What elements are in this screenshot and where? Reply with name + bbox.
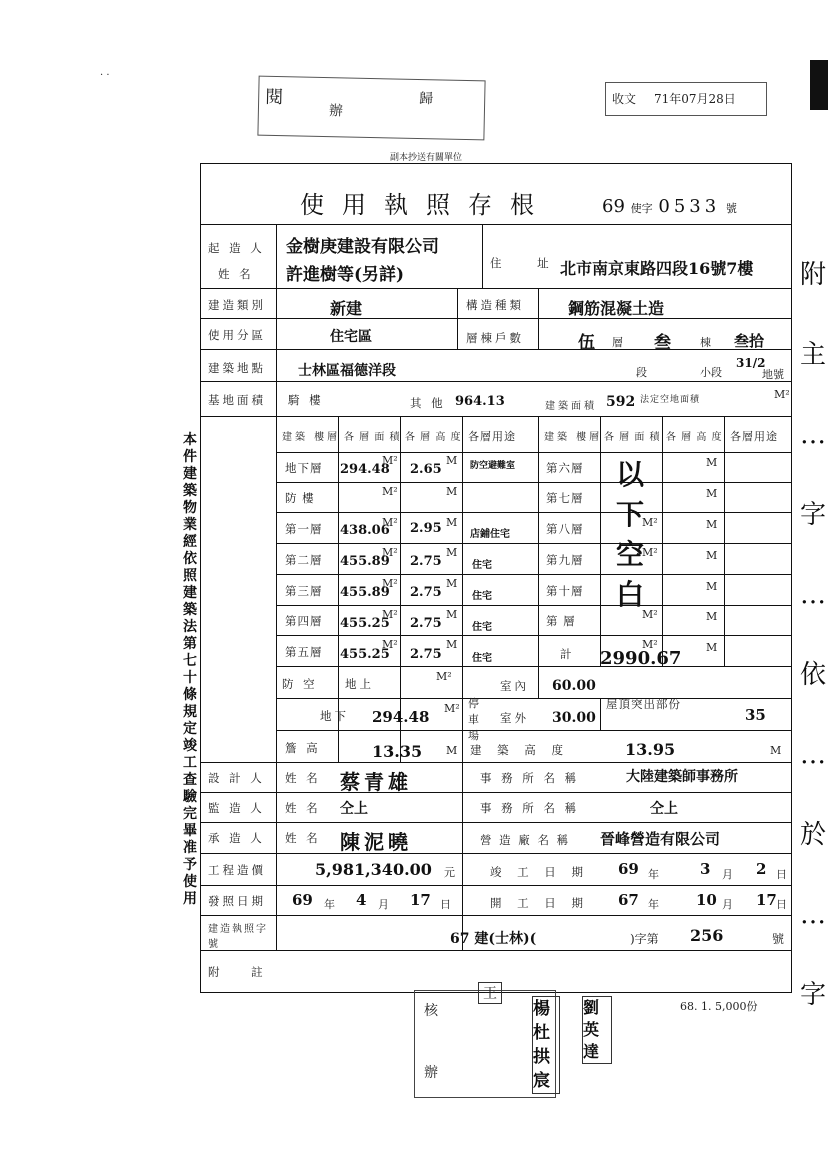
unit-month: 月 <box>722 898 733 911</box>
section-label: 段 <box>636 366 647 379</box>
row-line <box>200 381 792 382</box>
unit-m2: M² <box>436 670 452 683</box>
label-outdoor: 室外 <box>500 711 529 725</box>
row-line <box>276 666 792 667</box>
col-line <box>538 288 539 349</box>
eave-height: 13.35 <box>372 742 423 761</box>
unit-m2: M² <box>382 608 398 621</box>
bottom-stamp-block <box>414 986 636 1096</box>
legal-open-value: 592 <box>606 394 636 410</box>
label-permit-no: 建造執照字號 <box>208 924 268 950</box>
floor-name: 第四層 <box>285 614 323 628</box>
stamp-char: 閱 <box>264 86 284 109</box>
label-legal-open: 法定空地面積 <box>640 395 701 405</box>
label-parking: 停車場 <box>468 697 479 742</box>
floor-use: 店鋪住宅 <box>470 529 510 540</box>
start-year: 67 <box>618 891 639 909</box>
unit-m: M <box>446 516 458 529</box>
label-shelter: 防 空 <box>282 677 318 691</box>
stamp-right-name: 劉英達 <box>583 998 600 1061</box>
label-balcony: 騎 樓 <box>288 393 324 407</box>
row-line <box>276 635 792 636</box>
floor-height: 2.75 <box>410 585 442 600</box>
shelter-below-area: 294.48 <box>372 708 430 726</box>
unit-m: M <box>446 485 458 498</box>
header-area-r: 各 層 面 積 <box>604 432 661 443</box>
site-location: 士林區福德洋段 <box>298 363 396 379</box>
floor-use: 住宅 <box>472 591 492 602</box>
row-line <box>200 288 792 289</box>
label-remarks: 附 註 <box>208 965 277 979</box>
permit-number: 256 <box>690 926 724 945</box>
floor-name: 第二層 <box>285 553 323 567</box>
unit-m: M <box>706 580 718 593</box>
doc-number-block <box>602 196 737 217</box>
builder-address: 北市南京東路四段16號7樓 <box>560 259 754 278</box>
stamp-column <box>532 996 560 1094</box>
lot-label: 地號 <box>762 368 784 381</box>
unit-day: 日 <box>440 898 451 911</box>
number-suffix: 號 <box>725 202 737 215</box>
parking-outdoor: 30.00 <box>552 710 596 726</box>
col-line <box>462 416 463 762</box>
floor-name-right: 第九層 <box>546 553 584 567</box>
header-use-r: 各層用途 <box>730 430 778 443</box>
label-cost: 工程造價 <box>208 863 266 877</box>
left-margin-text: 本件建築物業經依照建築法第七十條規定竣工查驗完畢准予使用 <box>183 432 197 907</box>
right-edge-mark <box>810 60 828 110</box>
unit-m: M <box>706 518 718 531</box>
building-unit: 棟 <box>700 336 711 349</box>
label-contractor: 承 造 人 <box>208 831 265 845</box>
floor-name: 地下層 <box>285 461 323 475</box>
unit-m: M <box>446 577 458 590</box>
row-line <box>276 574 792 575</box>
col-line <box>276 224 277 950</box>
issue-day: 17 <box>410 891 431 909</box>
row-line <box>200 915 792 916</box>
supervisor-name: 仝上 <box>340 801 368 817</box>
floor-area: 455.89 <box>340 554 390 569</box>
unit-day: 日 <box>776 868 787 881</box>
floor-name: 第三層 <box>285 584 323 598</box>
start-month: 10 <box>696 891 717 909</box>
label-factory-name: 營 造 廠 名 稱 <box>480 833 571 847</box>
roof-value: 35 <box>745 706 766 724</box>
issue-year: 69 <box>292 891 313 909</box>
unit-m2: M² <box>642 638 658 651</box>
stamp-column-text: 楊杜拱宸 <box>533 999 550 1091</box>
label-address: 住 址 <box>490 256 565 270</box>
label-below: 地下 <box>320 709 349 723</box>
floor-height: 2.65 <box>410 462 442 477</box>
unit-year: 年 <box>324 898 335 911</box>
row-line <box>200 416 792 417</box>
floor-height: 2.95 <box>410 521 442 536</box>
header-floor-r: 建築 樓層 <box>544 432 603 443</box>
label-build-area: 建築面積 <box>545 401 597 412</box>
below-blank-marker: 以下空白 <box>615 458 644 611</box>
stamp-right <box>582 996 612 1064</box>
floor-unit: 層 <box>612 336 623 349</box>
label-indoor: 室內 <box>500 679 529 693</box>
stamp-char: 核 <box>424 1003 438 1019</box>
builder-name: 金樹庚建設有限公司 <box>286 237 439 257</box>
unit-count: 叁拾 <box>734 332 765 350</box>
structure-type: 鋼筋混凝土造 <box>568 299 665 318</box>
label-area: 基地面積 <box>208 393 266 407</box>
floor-area: 455.89 <box>340 585 390 600</box>
unit-m: M <box>446 744 458 757</box>
total-area: 2990.67 <box>600 648 682 669</box>
col-line <box>724 416 725 666</box>
stamp-char: 歸 <box>419 90 434 108</box>
unit-month: 月 <box>378 898 389 911</box>
floor-height: 2.75 <box>410 554 442 569</box>
label-total: 計 <box>560 647 575 661</box>
floor-area: 438.06 <box>340 523 390 538</box>
permit-prefix: 67 建(士林)( <box>450 931 537 947</box>
floor-area: 455.25 <box>340 647 390 662</box>
builder-representative: 許進樹等(另詳) <box>286 265 405 285</box>
stamp-char: 辦 <box>424 1065 438 1081</box>
col-line <box>600 416 601 666</box>
completion-month: 3 <box>700 860 711 878</box>
label-issue-date: 發照日期 <box>208 894 266 908</box>
unit-m: M <box>706 456 718 469</box>
building-count: 叁 <box>654 333 671 353</box>
designer-name: 蔡青雄 <box>340 770 412 794</box>
unit-m2: M² <box>382 577 398 590</box>
header-height: 各 層 高 度 <box>405 432 462 443</box>
floor-name-right: 第八層 <box>546 522 584 536</box>
label-person-name: 姓 名 <box>285 831 321 845</box>
label-eave-height: 簷 高 <box>285 741 321 755</box>
row-line <box>200 792 792 793</box>
unit-month: 月 <box>722 868 733 881</box>
completion-day: 2 <box>756 860 767 878</box>
issue-month: 4 <box>356 891 367 909</box>
row-line <box>200 885 792 886</box>
unit-m2: M² <box>382 546 398 559</box>
row-line <box>276 482 792 483</box>
label-site: 建築地點 <box>208 361 266 375</box>
right-margin-text: 附 主 … 字 … 依 … 於 … 字 <box>800 260 827 1010</box>
stamp-char: 辦 <box>328 103 344 120</box>
floor-height: 2.75 <box>410 647 442 662</box>
build-area-value: 964.13 <box>455 394 505 409</box>
col-line <box>662 416 663 666</box>
floor-name: 第五層 <box>285 645 323 659</box>
row-line <box>276 543 792 544</box>
subsection-label: 小段 <box>700 366 722 379</box>
use-zone: 住宅區 <box>330 329 372 345</box>
label-designer: 設 計 人 <box>208 771 265 785</box>
col-line <box>600 698 601 730</box>
doc-number: 0533 <box>658 196 721 217</box>
completion-year: 69 <box>618 860 639 878</box>
unit-yuan: 元 <box>444 866 455 879</box>
label-structure: 構造種類 <box>466 298 524 312</box>
unit-m: M <box>770 744 782 757</box>
unit-year: 年 <box>648 868 659 881</box>
top-note: 副本抄送有關單位 <box>390 153 463 163</box>
row-line <box>276 512 792 513</box>
number-char: 使字 <box>630 202 653 215</box>
unit-m2: M² <box>642 516 658 529</box>
build-category: 新建 <box>330 299 363 318</box>
floor-name: 第一層 <box>285 522 323 536</box>
start-day: 17 <box>756 891 777 909</box>
top-right-stamp <box>605 82 767 116</box>
row-line <box>276 698 792 699</box>
title-rule <box>200 224 792 225</box>
label-builder: 起 造 人 <box>208 241 265 255</box>
unit-m: M <box>706 610 718 623</box>
cost-value: 5,981,340.00 <box>315 860 432 879</box>
unit-m2: M² <box>774 388 790 401</box>
unit-m: M <box>706 487 718 500</box>
label-building-height: 建 築 高 度 <box>470 743 569 757</box>
row-line <box>276 605 792 606</box>
contractor-name: 陳泥曉 <box>340 830 412 854</box>
unit-m2: M² <box>382 485 398 498</box>
unit-m2: M² <box>382 516 398 529</box>
col-line <box>482 224 483 288</box>
unit-m2: M² <box>382 638 398 651</box>
floor-name-right: 第 層 <box>546 614 576 628</box>
floor-use: 住宅 <box>472 653 492 664</box>
floor-area: 294.48 <box>340 462 390 477</box>
label-person-name: 姓 名 <box>285 801 321 815</box>
contractor-factory: 晉峰營造有限公司 <box>600 830 721 848</box>
label-other: 其 他 <box>410 396 446 410</box>
label-above: 地上 <box>345 677 374 691</box>
unit-m2: M² <box>642 608 658 621</box>
floor-height: 2.75 <box>410 616 442 631</box>
unit-m: M <box>446 546 458 559</box>
top-left-stamp <box>257 76 485 141</box>
label-floors-units: 層棟戶數 <box>466 331 524 345</box>
unit-m: M <box>446 454 458 467</box>
label-name: 姓 名 <box>218 267 254 281</box>
lot-number: 31/2 <box>736 356 766 370</box>
label-completion: 竣 工 日 期 <box>490 865 589 879</box>
header-area: 各 層 面 積 <box>344 432 401 443</box>
parking-indoor: 60.00 <box>552 678 596 694</box>
unit-year: 年 <box>648 898 659 911</box>
floor-use: 住宅 <box>472 560 492 571</box>
stamp-box: 王 <box>478 982 502 1004</box>
supervisor-office: 仝上 <box>650 801 678 817</box>
row-line <box>200 762 792 763</box>
building-height: 13.95 <box>625 740 676 759</box>
unit-m2: M² <box>642 546 658 559</box>
unit-m: M <box>446 638 458 651</box>
form-title: 使用執照存根 <box>300 191 552 219</box>
row-line <box>200 318 792 319</box>
floor-name: 防 樓 <box>285 491 315 505</box>
unit-day: 日 <box>776 898 787 911</box>
unit-m: M <box>706 549 718 562</box>
left-edge-dots: · · <box>100 70 110 81</box>
stamp-date: 71年07月28日 <box>654 92 736 106</box>
row-line <box>276 730 792 731</box>
label-start: 開 工 日 期 <box>490 896 589 910</box>
col-line <box>457 288 458 349</box>
unit-m: M <box>706 641 718 654</box>
designer-office: 大陸建築師事務所 <box>626 769 738 785</box>
floor-use: 住宅 <box>472 622 492 633</box>
row-line <box>276 452 792 453</box>
floor-name-right: 第七層 <box>546 491 584 505</box>
label-roof: 屋頂突出部份 <box>606 697 681 711</box>
label-office-name: 事 務 所 名 稱 <box>480 801 580 815</box>
label-office-name: 事 務 所 名 稱 <box>480 771 580 785</box>
unit-m2: M² <box>444 702 460 715</box>
number-prefix: 69 <box>602 196 625 217</box>
header-height-r: 各 層 高 度 <box>666 432 723 443</box>
footer-print: 68. 1. 5,000份 <box>680 1000 758 1013</box>
floor-area: 455.25 <box>340 616 390 631</box>
row-line <box>200 950 792 951</box>
unit-m: M <box>446 608 458 621</box>
stamp-label: 收文 <box>612 92 637 106</box>
label-use-zone: 使用分區 <box>208 328 266 342</box>
floor-name-right: 第十層 <box>546 584 584 598</box>
floor-count: 伍 <box>578 333 595 353</box>
row-line <box>200 853 792 854</box>
permit-suffix: 號 <box>772 932 785 946</box>
header-floor: 建築 樓層 <box>282 432 341 443</box>
label-build-category: 建造類別 <box>208 298 266 312</box>
row-line <box>200 822 792 823</box>
floor-name-right: 第六層 <box>546 461 584 475</box>
permit-char: )字第 <box>630 932 659 946</box>
label-supervisor: 監 造 人 <box>208 801 265 815</box>
col-line <box>538 416 539 698</box>
label-person-name: 姓 名 <box>285 771 321 785</box>
floor-use: 防空避難室 <box>470 461 516 471</box>
col-line <box>462 762 463 950</box>
header-use: 各層用途 <box>468 430 516 443</box>
unit-m2: M² <box>382 454 398 467</box>
